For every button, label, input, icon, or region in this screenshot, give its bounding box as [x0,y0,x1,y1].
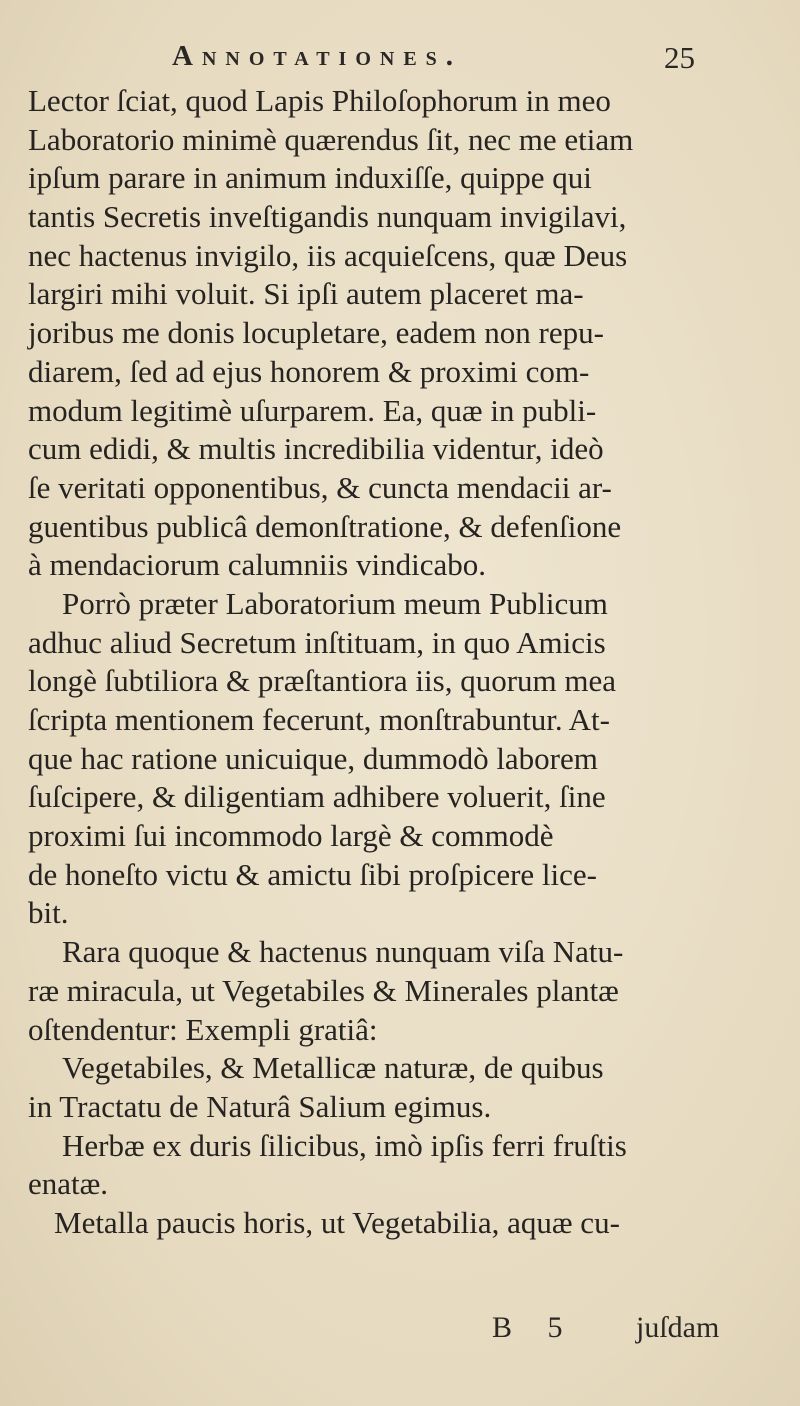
text-line: joribus me donis locupletare, eadem non repu- [28,315,604,351]
text-line: oſtendentur: Exempli gratiâ: [28,1011,378,1047]
text-line: ſe veritati opponentibus, & cuncta mendacii ar- [28,469,612,505]
text-line: largiri mihi voluit. Si ipſi autem placeret ma- [28,276,584,312]
text-line: cum edidi, & multis incredibilia videntur, ideò [28,431,604,467]
text-line: ipſum parare in animum induxiſſe, quippe qui [28,160,592,196]
text-line: Metalla paucis horis, ut Vegetabilia, aquæ cu- [54,1204,620,1240]
text-line: Lector ſciat, quod Lapis Philoſophorum in meo [28,83,611,118]
text-line: nec hactenus invigilo, iis acquieſcens, quæ Deus [28,237,628,273]
text-line: ſcripta mentionem fecerunt, monſtrabuntur. At- [28,702,610,737]
catchword: juſdam [636,1311,720,1344]
running-head: Annotationes. [172,40,463,72]
signature-mark: B 5 [492,1311,577,1344]
text-line: diarem, ſed ad ejus honorem & proximi com- [28,353,590,389]
text-line: bit. [28,895,69,931]
text-line: Rara quoque & hactenus nunquam viſa Natu- [62,934,624,970]
page-number: 25 [664,40,695,75]
text-line: ſuſcipere, & diligentiam adhibere voluerit, ſine [28,779,606,815]
text-line: Laboratorio minimè quærendus ſit, nec me etiam [28,121,634,157]
text-line: ræ miracula, ut Vegetabiles & Minerales plantæ [28,972,619,1008]
text-line: proximi ſui incommodo largè & commodè [28,818,554,854]
text-line: Vegetabiles, & Metallicæ naturæ, de quibus [62,1050,604,1086]
text-line: Porrò præter Laboratorium meum Publicum [62,585,608,621]
text-line: Herbæ ex duris ſilicibus, imò ipſis ferri fruſtis [62,1127,627,1163]
text-line: modum legitimè uſurparem. Ea, quæ in publi- [28,392,597,428]
text-line: in Tractatu de Naturâ Salium egimus. [28,1088,492,1124]
body-text [28,82,718,1243]
text-line: enatæ. [28,1166,109,1202]
text-line: guentibus publicâ demonſtratione, & defenſione [28,508,622,544]
text-line: adhuc aliud Secretum inſtituam, in quo Amicis [28,624,606,660]
text-line: tantis Secretis inveſtigandis nunquam invigilavi, [28,199,627,235]
text-line: à mendaciorum calumniis vindicabo. [28,547,486,583]
text-line: de honeſto victu & amictu ſibi proſpicere lice- [28,856,598,892]
text-line: longè ſubtiliora & præſtantiora iis, quorum mea [28,663,617,699]
text-line: que hac ratione unicuique, dummodò laborem [28,740,598,776]
